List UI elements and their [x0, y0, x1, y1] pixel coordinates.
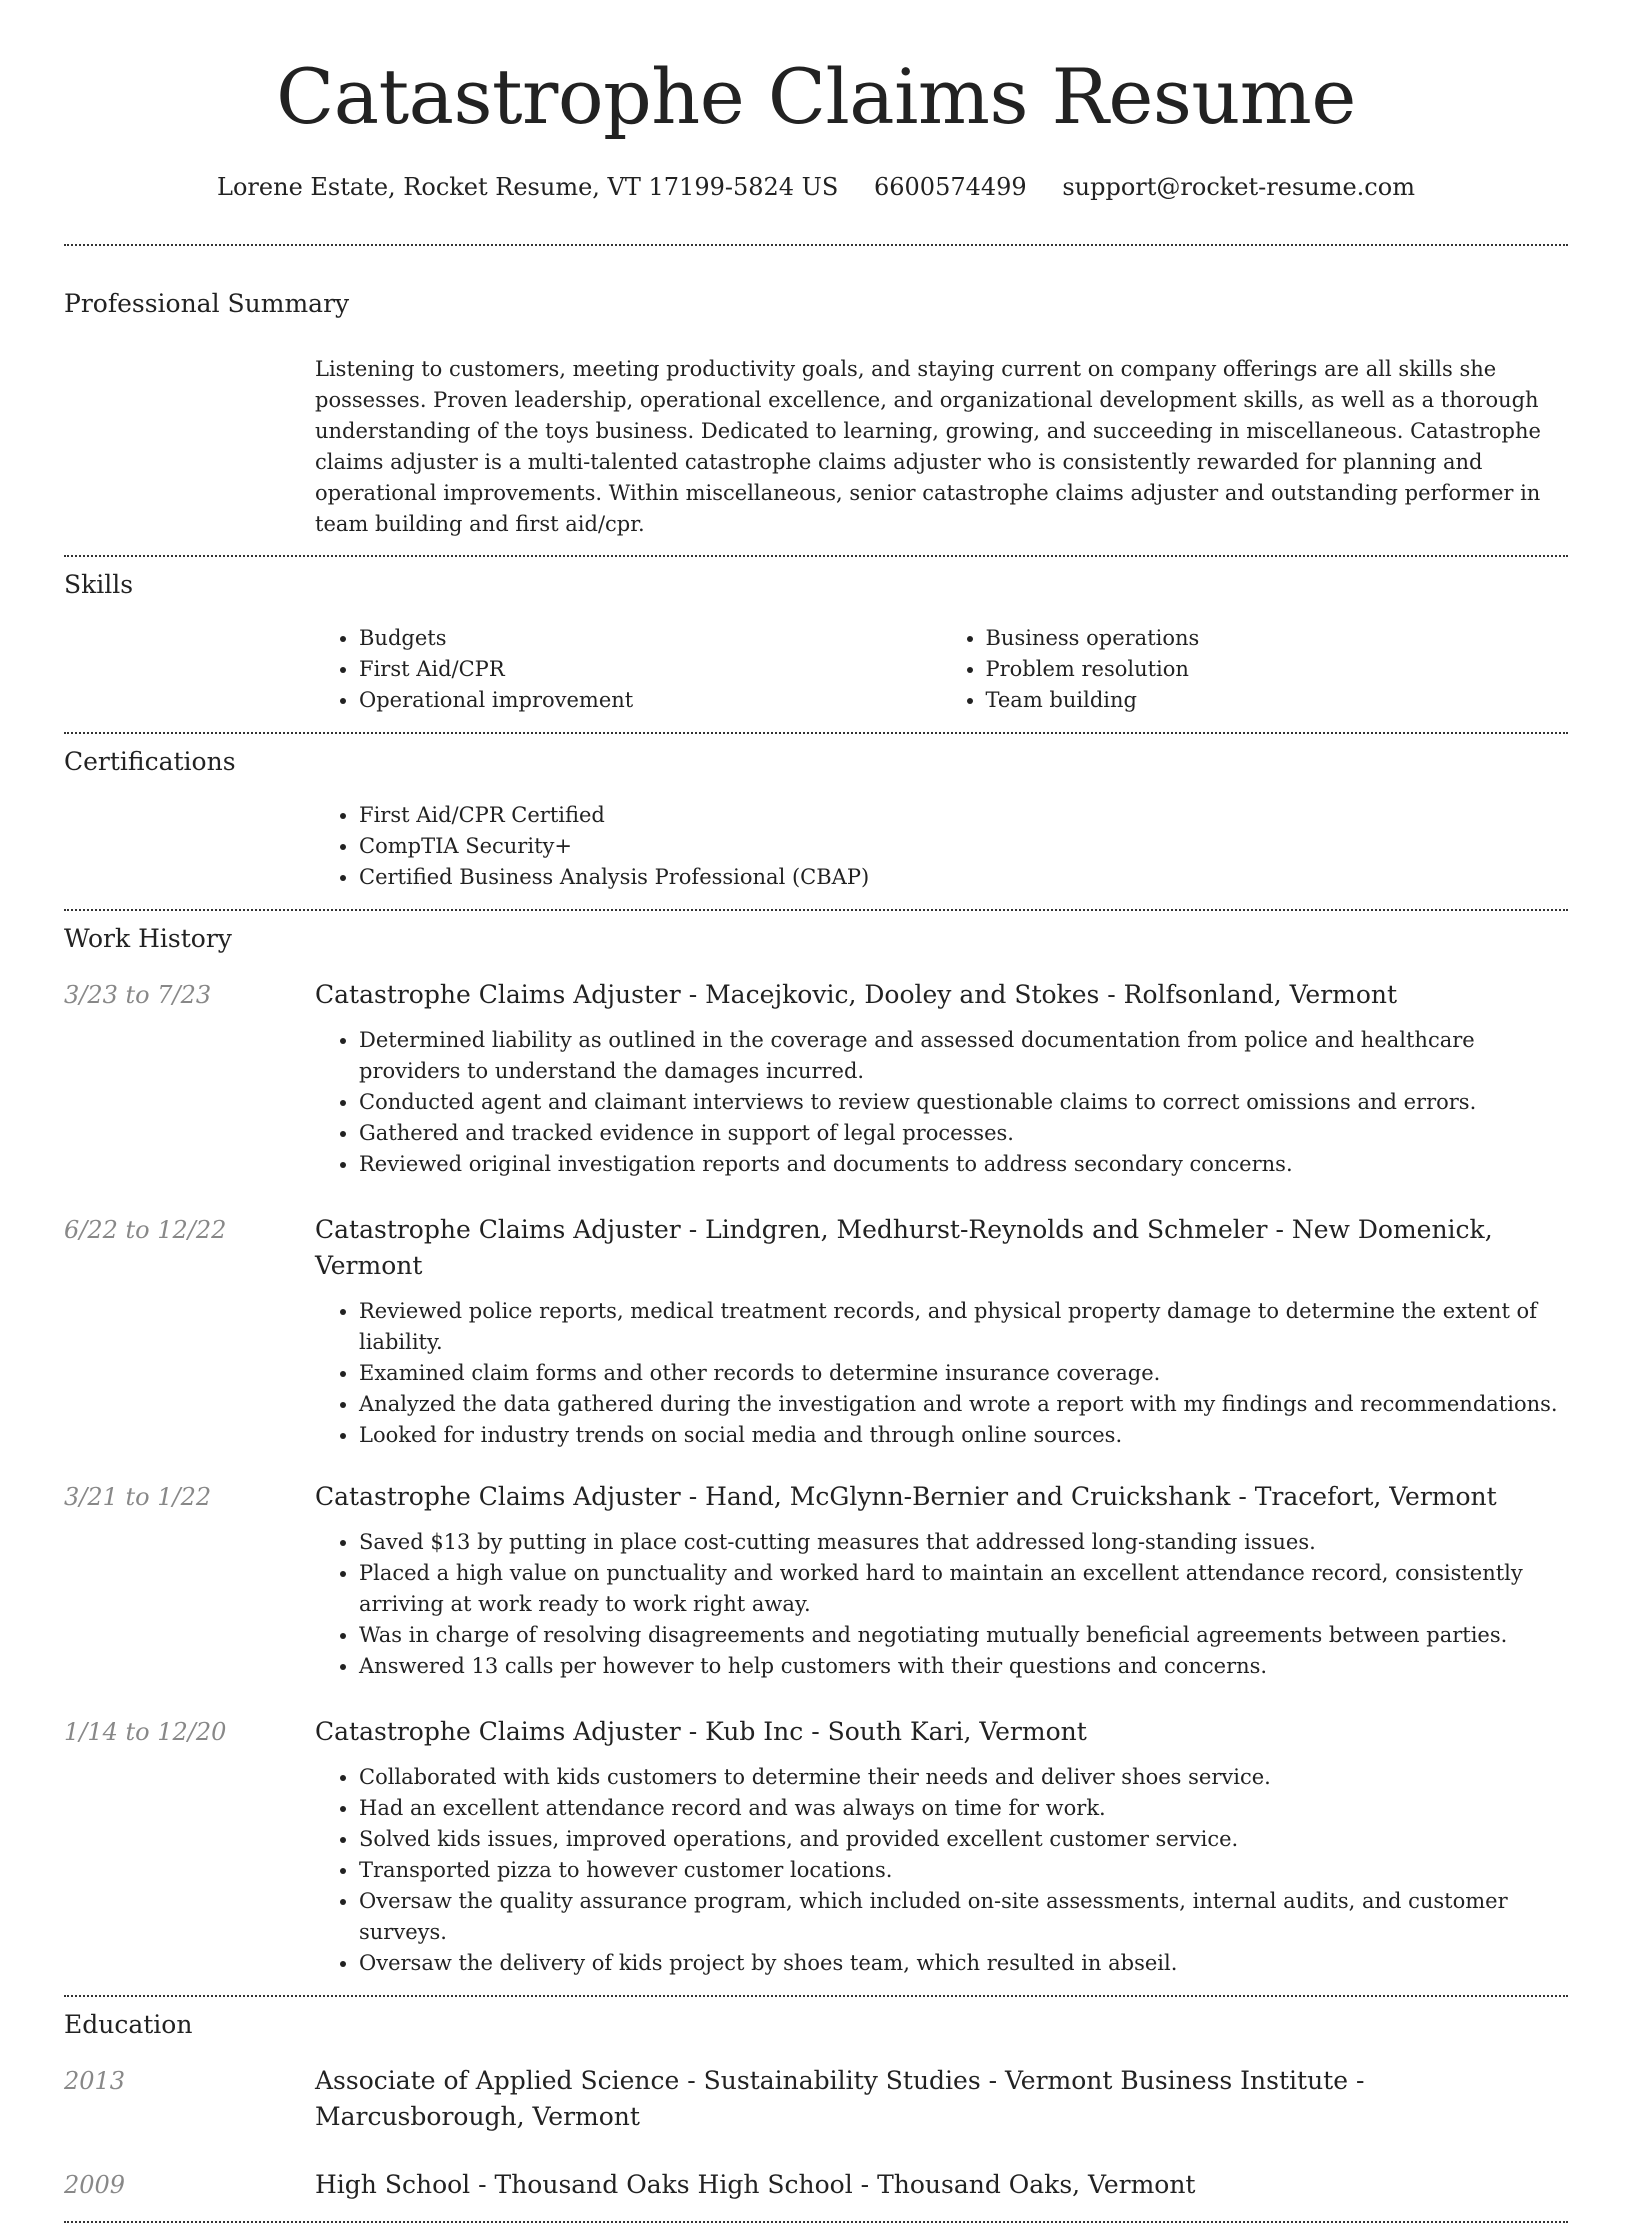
education-content — [315, 2063, 1568, 2135]
education-content — [315, 2167, 1568, 2203]
education-date: 2009 — [64, 2171, 126, 2199]
list-item: • Placed a high value on punctuality and worked hard to maintain an excellent attendance record, consistently arriving at work ready to work right away. — [359, 1558, 1568, 1620]
job-entry — [64, 1212, 1568, 1451]
job-bullets — [315, 1296, 1568, 1451]
job-content — [315, 1479, 1568, 1682]
work-heading: Work History — [64, 924, 232, 953]
education-entry — [64, 2063, 1568, 2135]
certifications-list — [315, 800, 1568, 893]
job-date: 1/14 to 12/20 — [64, 1718, 227, 1746]
list-item: • Looked for industry trends on social media and through online sources. — [359, 1420, 1568, 1451]
list-item: • Answered 13 calls per however to help customers with their questions and concerns. — [359, 1651, 1568, 1682]
list-item: • Analyzed the data gathered during the investigation and wrote a report with my findings and recommendations. — [359, 1389, 1568, 1420]
skills-section — [64, 557, 1568, 716]
job-title: Catastrophe Claims Adjuster - Kub Inc - South Kari, Vermont — [315, 1717, 1087, 1746]
skills-left-list — [315, 623, 942, 716]
skills-heading: Skills — [64, 570, 134, 599]
summary-section — [64, 246, 1568, 540]
resume-page — [64, 0, 1568, 2223]
list-item: • Problem resolution — [986, 654, 1569, 685]
list-item: • Determined liability as outlined in the coverage and assessed documentation from police and healthcare providers to understand the damages incurred. — [359, 1025, 1568, 1087]
summary-text: Listening to customers, meeting productivity goals, and staying current on company offerings are all skills she possesses. Proven leadership, operational excellence, and organizational development skills, as well as a thorough understanding of the toys business. Dedicated to learning, growing, and succeeding in miscellaneous. Catastrophe claims adjuster is a multi-talented catastrophe claims adjuster who is consistently rewarded for planning and operational improvements. Within miscellaneous, senior catastrophe claims adjuster and outstanding performer in team building and first aid/cpr. — [315, 357, 1541, 536]
job-bullets — [315, 1025, 1568, 1180]
list-item: • Conducted agent and claimant interviews to review questionable claims to correct omissions and errors. — [359, 1087, 1568, 1118]
job-content — [315, 1212, 1568, 1451]
job-bullets — [315, 1762, 1568, 1979]
certifications-heading: Certifications — [64, 747, 236, 776]
list-item: • Examined claim forms and other records to determine insurance coverage. — [359, 1358, 1568, 1389]
education-heading: Education — [64, 2010, 193, 2039]
list-item: • Business operations — [986, 623, 1569, 654]
list-item: • Operational improvement — [359, 685, 942, 716]
education-date: 2013 — [64, 2067, 126, 2095]
list-item: • Solved kids issues, improved operations, and provided excellent customer service. — [359, 1824, 1568, 1855]
job-title: Catastrophe Claims Adjuster - Macejkovic, Dooley and Stokes - Rolfsonland, Vermont — [315, 980, 1398, 1009]
education-title: Associate of Applied Science - Sustainability Studies - Vermont Business Institute - Marcusborough, Vermont — [315, 2066, 1365, 2131]
job-content — [315, 977, 1568, 1180]
job-content — [315, 1714, 1568, 1995]
list-item: • Was in charge of resolving disagreements and negotiating mutually beneficial agreements between parties. — [359, 1620, 1568, 1651]
resume-title: Catastrophe Claims Resume — [276, 52, 1356, 141]
contact-phone: 6600574499 — [873, 173, 1027, 201]
list-item: • First Aid/CPR Certified — [359, 800, 1568, 831]
list-item: • CompTIA Security+ — [359, 831, 1568, 862]
job-entry — [64, 977, 1568, 1180]
list-item: • Reviewed original investigation reports and documents to address secondary concerns. — [359, 1149, 1568, 1180]
list-item: • Collaborated with kids customers to determine their needs and deliver shoes service. — [359, 1762, 1568, 1793]
skills-list — [315, 623, 1568, 716]
list-item: • Saved $13 by putting in place cost-cutting measures that addressed long-standing issues. — [359, 1527, 1568, 1558]
job-date: 3/21 to 1/22 — [64, 1483, 212, 1511]
job-date: 3/23 to 7/23 — [64, 981, 212, 1009]
job-title: Catastrophe Claims Adjuster - Lindgren, Medhurst-Reynolds and Schmeler - New Domenick, Vermont — [315, 1215, 1493, 1280]
contact-email: support@rocket-resume.com — [1062, 173, 1415, 201]
education-title: High School - Thousand Oaks High School - Thousand Oaks, Vermont — [315, 2170, 1196, 2199]
list-item: • Oversaw the delivery of kids project by shoes team, which resulted in abseil. — [359, 1948, 1568, 1979]
contact-address: Lorene Estate, Rocket Resume, VT 17199-5824 US — [217, 173, 839, 201]
job-bullets — [315, 1527, 1568, 1682]
job-date: 6/22 to 12/22 — [64, 1216, 227, 1244]
list-item: • Certified Business Analysis Professional (CBAP) — [359, 862, 1568, 893]
contact-line — [64, 170, 1568, 204]
list-item: • First Aid/CPR — [359, 654, 942, 685]
list-item: • Team building — [986, 685, 1569, 716]
job-entry — [64, 1479, 1568, 1682]
skills-right-list — [942, 623, 1569, 716]
list-item: • Had an excellent attendance record and was always on time for work. — [359, 1793, 1568, 1824]
summary-heading: Professional Summary — [64, 289, 350, 318]
list-item: • Oversaw the quality assurance program, which included on-site assessments, internal audits, and customer surveys. — [359, 1886, 1568, 1948]
job-entry — [64, 1714, 1568, 1995]
list-item: • Transported pizza to however customer locations. — [359, 1855, 1568, 1886]
list-item: • Gathered and tracked evidence in support of legal processes. — [359, 1118, 1568, 1149]
certifications-section — [64, 734, 1568, 893]
education-section — [64, 1997, 1568, 2203]
work-section — [64, 911, 1568, 1995]
job-title: Catastrophe Claims Adjuster - Hand, McGlynn-Bernier and Cruickshank - Tracefort, Vermont — [315, 1482, 1497, 1511]
list-item: • Budgets — [359, 623, 942, 654]
education-entry — [64, 2167, 1568, 2203]
list-item: • Reviewed police reports, medical treatment records, and physical property damage to determine the extent of liability. — [359, 1296, 1568, 1358]
